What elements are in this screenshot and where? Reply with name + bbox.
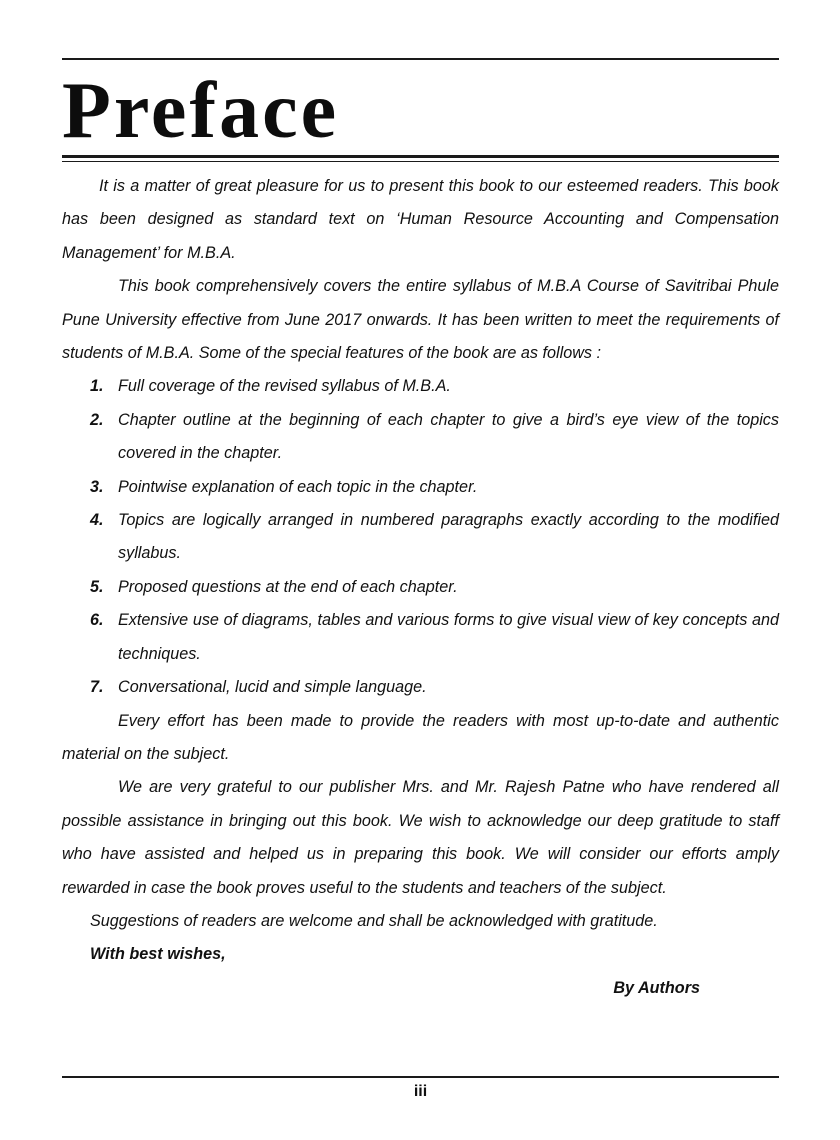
list-item	[62, 571, 779, 604]
list-item	[62, 604, 779, 671]
list-item-text: Extensive use of diagrams, tables and various forms to give visual view of key concepts and techniques.	[118, 611, 779, 663]
list-item-number: 6.	[90, 611, 104, 630]
list-item-text: Proposed questions at the end of each chapter.	[118, 577, 458, 596]
preface-body	[62, 170, 779, 1005]
top-rule	[62, 58, 779, 60]
title-rule-thin	[62, 161, 779, 162]
list-item	[62, 671, 779, 704]
list-item-text: Conversational, lucid and simple language.	[118, 678, 427, 697]
list-item	[62, 404, 779, 471]
list-item	[62, 504, 779, 571]
closing-line: With best wishes,	[90, 945, 226, 964]
list-item-number: 2.	[90, 410, 104, 429]
list-item-number: 7.	[90, 678, 104, 697]
list-item-text: Full coverage of the revised syllabus of M.B.A.	[118, 377, 451, 396]
list-item-number: 4.	[90, 511, 104, 530]
list-item-text: Topics are logically arranged in numbered paragraphs exactly according to the modified syllabus.	[118, 511, 779, 563]
coverage-paragraph: This book comprehensively covers the entire syllabus of M.B.A Course of Savitribai Phule Pune University effective from June 2017 onwards. It has been written to meet the requirements of students of M.B.A. Some of the special features of the book are as follows :	[62, 277, 779, 363]
signature: By Authors	[613, 978, 700, 997]
bottom-rule	[62, 1076, 779, 1078]
list-item-number: 3.	[90, 477, 104, 496]
list-item	[62, 471, 779, 504]
features-list	[62, 370, 779, 704]
list-item-number: 1.	[90, 377, 104, 396]
page-title: Preface	[62, 67, 340, 155]
page-number: iii	[413, 1083, 428, 1100]
list-item-number: 5.	[90, 577, 104, 596]
list-item-text: Chapter outline at the beginning of each chapter to give a bird’s eye view of the topics covered in the chapter.	[118, 410, 779, 463]
list-item-text: Pointwise explanation of each topic in the chapter.	[118, 477, 478, 496]
gratitude-paragraph: We are very grateful to our publisher Mrs. and Mr. Rajesh Patne who have rendered all possible assistance in bringing out this book. We wish to acknowledge our deep gratitude to staff who have assisted and helped us in preparing this book. We will consider our efforts amply rewarded in case the book proves useful to the students and teachers of the subject.	[62, 778, 779, 897]
intro-paragraph: It is a matter of great pleasure for us to present this book to our esteemed readers. This book has been designed as standard text on ‘Human Resource Accounting and Compensation Management’ for M.B.A.	[62, 177, 779, 262]
effort-paragraph: Every effort has been made to provide the readers with most up-to-date and authentic material on the subject.	[62, 711, 779, 763]
title-rule-thick	[62, 155, 779, 158]
list-item	[62, 370, 779, 403]
suggestions-paragraph: Suggestions of readers are welcome and shall be acknowledged with gratitude.	[90, 911, 658, 930]
document-page	[62, 0, 779, 1140]
